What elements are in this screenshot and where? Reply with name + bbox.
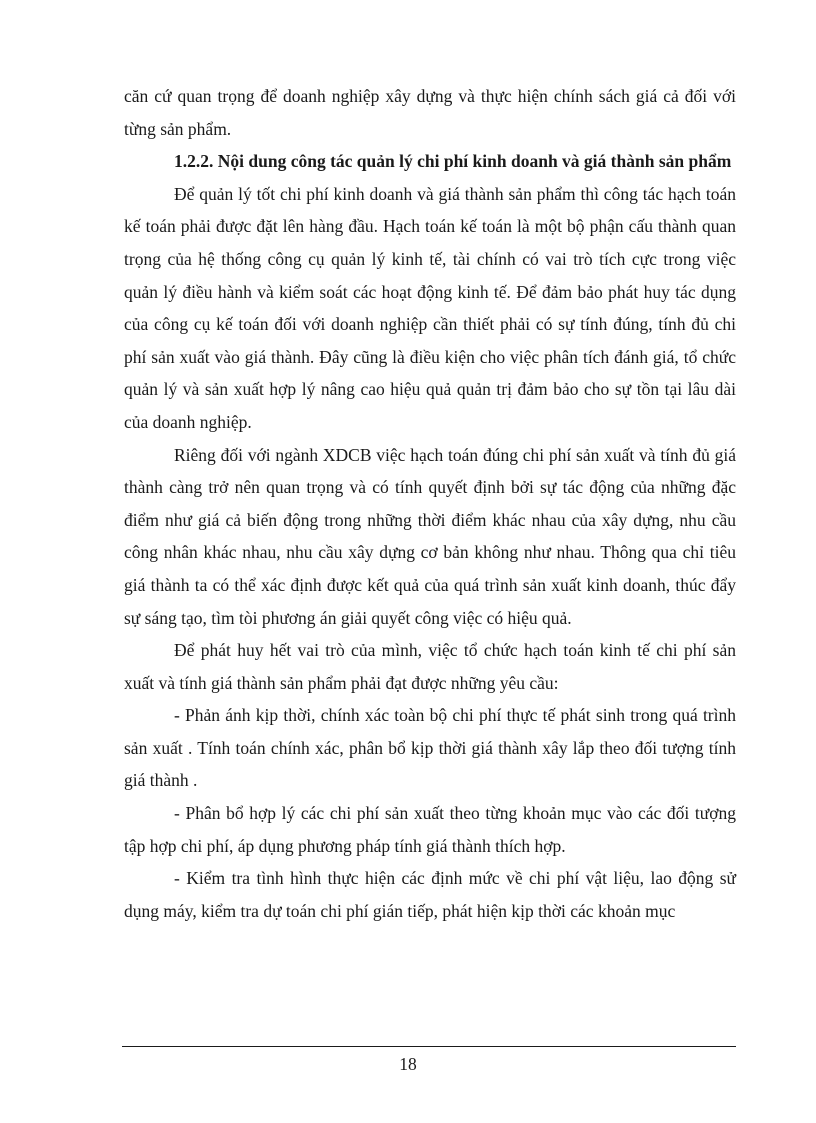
requirement-item-2: - Phân bổ hợp lý các chi phí sản xuất theo từng khoản mục vào các đối tượng tập hợp chi phí, áp dụng phương pháp tính giá thành thích hợp. [124,803,736,856]
continued-paragraph: căn cứ quan trọng để doanh nghiệp xây dựng và thực hiện chính sách giá cả đối với từng sản phẩm. [124,86,736,139]
paragraph-accounting-role: Để quản lý tốt chi phí kinh doanh và giá thành sản phẩm thì công tác hạch toán kế toán phải được đặt lên hàng đầu. Hạch toán kế toán là một bộ phận cấu thành quan trọng của hệ thống công cụ quản lý kinh tế, tài chính có vai trò tích cực trong việc quản lý điều hành và kiểm soát các hoạt động kinh tế. Để đảm bảo phát huy tác dụng của công cụ kế toán đối với doanh nghiệp cần thiết phải có sự tính đúng, tính đủ chi phí sản xuất vào giá thành. Đây cũng là điều kiện cho việc phân tích đánh giá, tổ chức quản lý và sản xuất hợp lý nâng cao hiệu quả quản trị đảm bảo cho sự tồn tại lâu dài của doanh nghiệp. [124,183,736,432]
section-heading: 1.2.2. Nội dung công tác quản lý chi phí kinh doanh và giá thành sản phẩm [174,151,732,172]
paragraph-construction-sector: Riêng đối với ngành XDCB việc hạch toán đúng chi phí sản xuất và tính đủ giá thành càng trở nên quan trọng và có tính quyết định bởi sự tác động của những đặc điểm như giá cả biến động trong những thời điểm khác nhau của xây dựng, nhu cầu công nhân khác nhau, nhu cầu xây dựng cơ bản không như nhau. Thông qua chỉ tiêu giá thành ta có thể xác định được kết quả của quá trình sản xuất kinh doanh, thúc đẩy sự sáng tạo, tìm tòi phương án giải quyết công việc có hiệu quả. [124,444,736,628]
requirement-item-3: - Kiểm tra tình hình thực hiện các định mức về chi phí vật liệu, lao động sử dụng máy, kiểm tra dự toán chi phí gián tiếp, phát hiện kịp thời các khoản mục [124,868,736,921]
footer-divider [122,1046,736,1047]
body-text [124,80,736,927]
page-number: 18 [399,1054,417,1074]
requirement-item-1: - Phản ánh kịp thời, chính xác toàn bộ chi phí thực tế phát sinh trong quá trình sản xuất . Tính toán chính xác, phân bổ kịp thời giá thành xây lắp theo đối tượng tính giá thành . [124,705,736,791]
paragraph-requirements-intro: Để phát huy hết vai trò của mình, việc tổ chức hạch toán kinh tế chi phí sản xuất và tính giá thành sản phẩm phải đạt được những yêu cầu: [124,640,736,693]
